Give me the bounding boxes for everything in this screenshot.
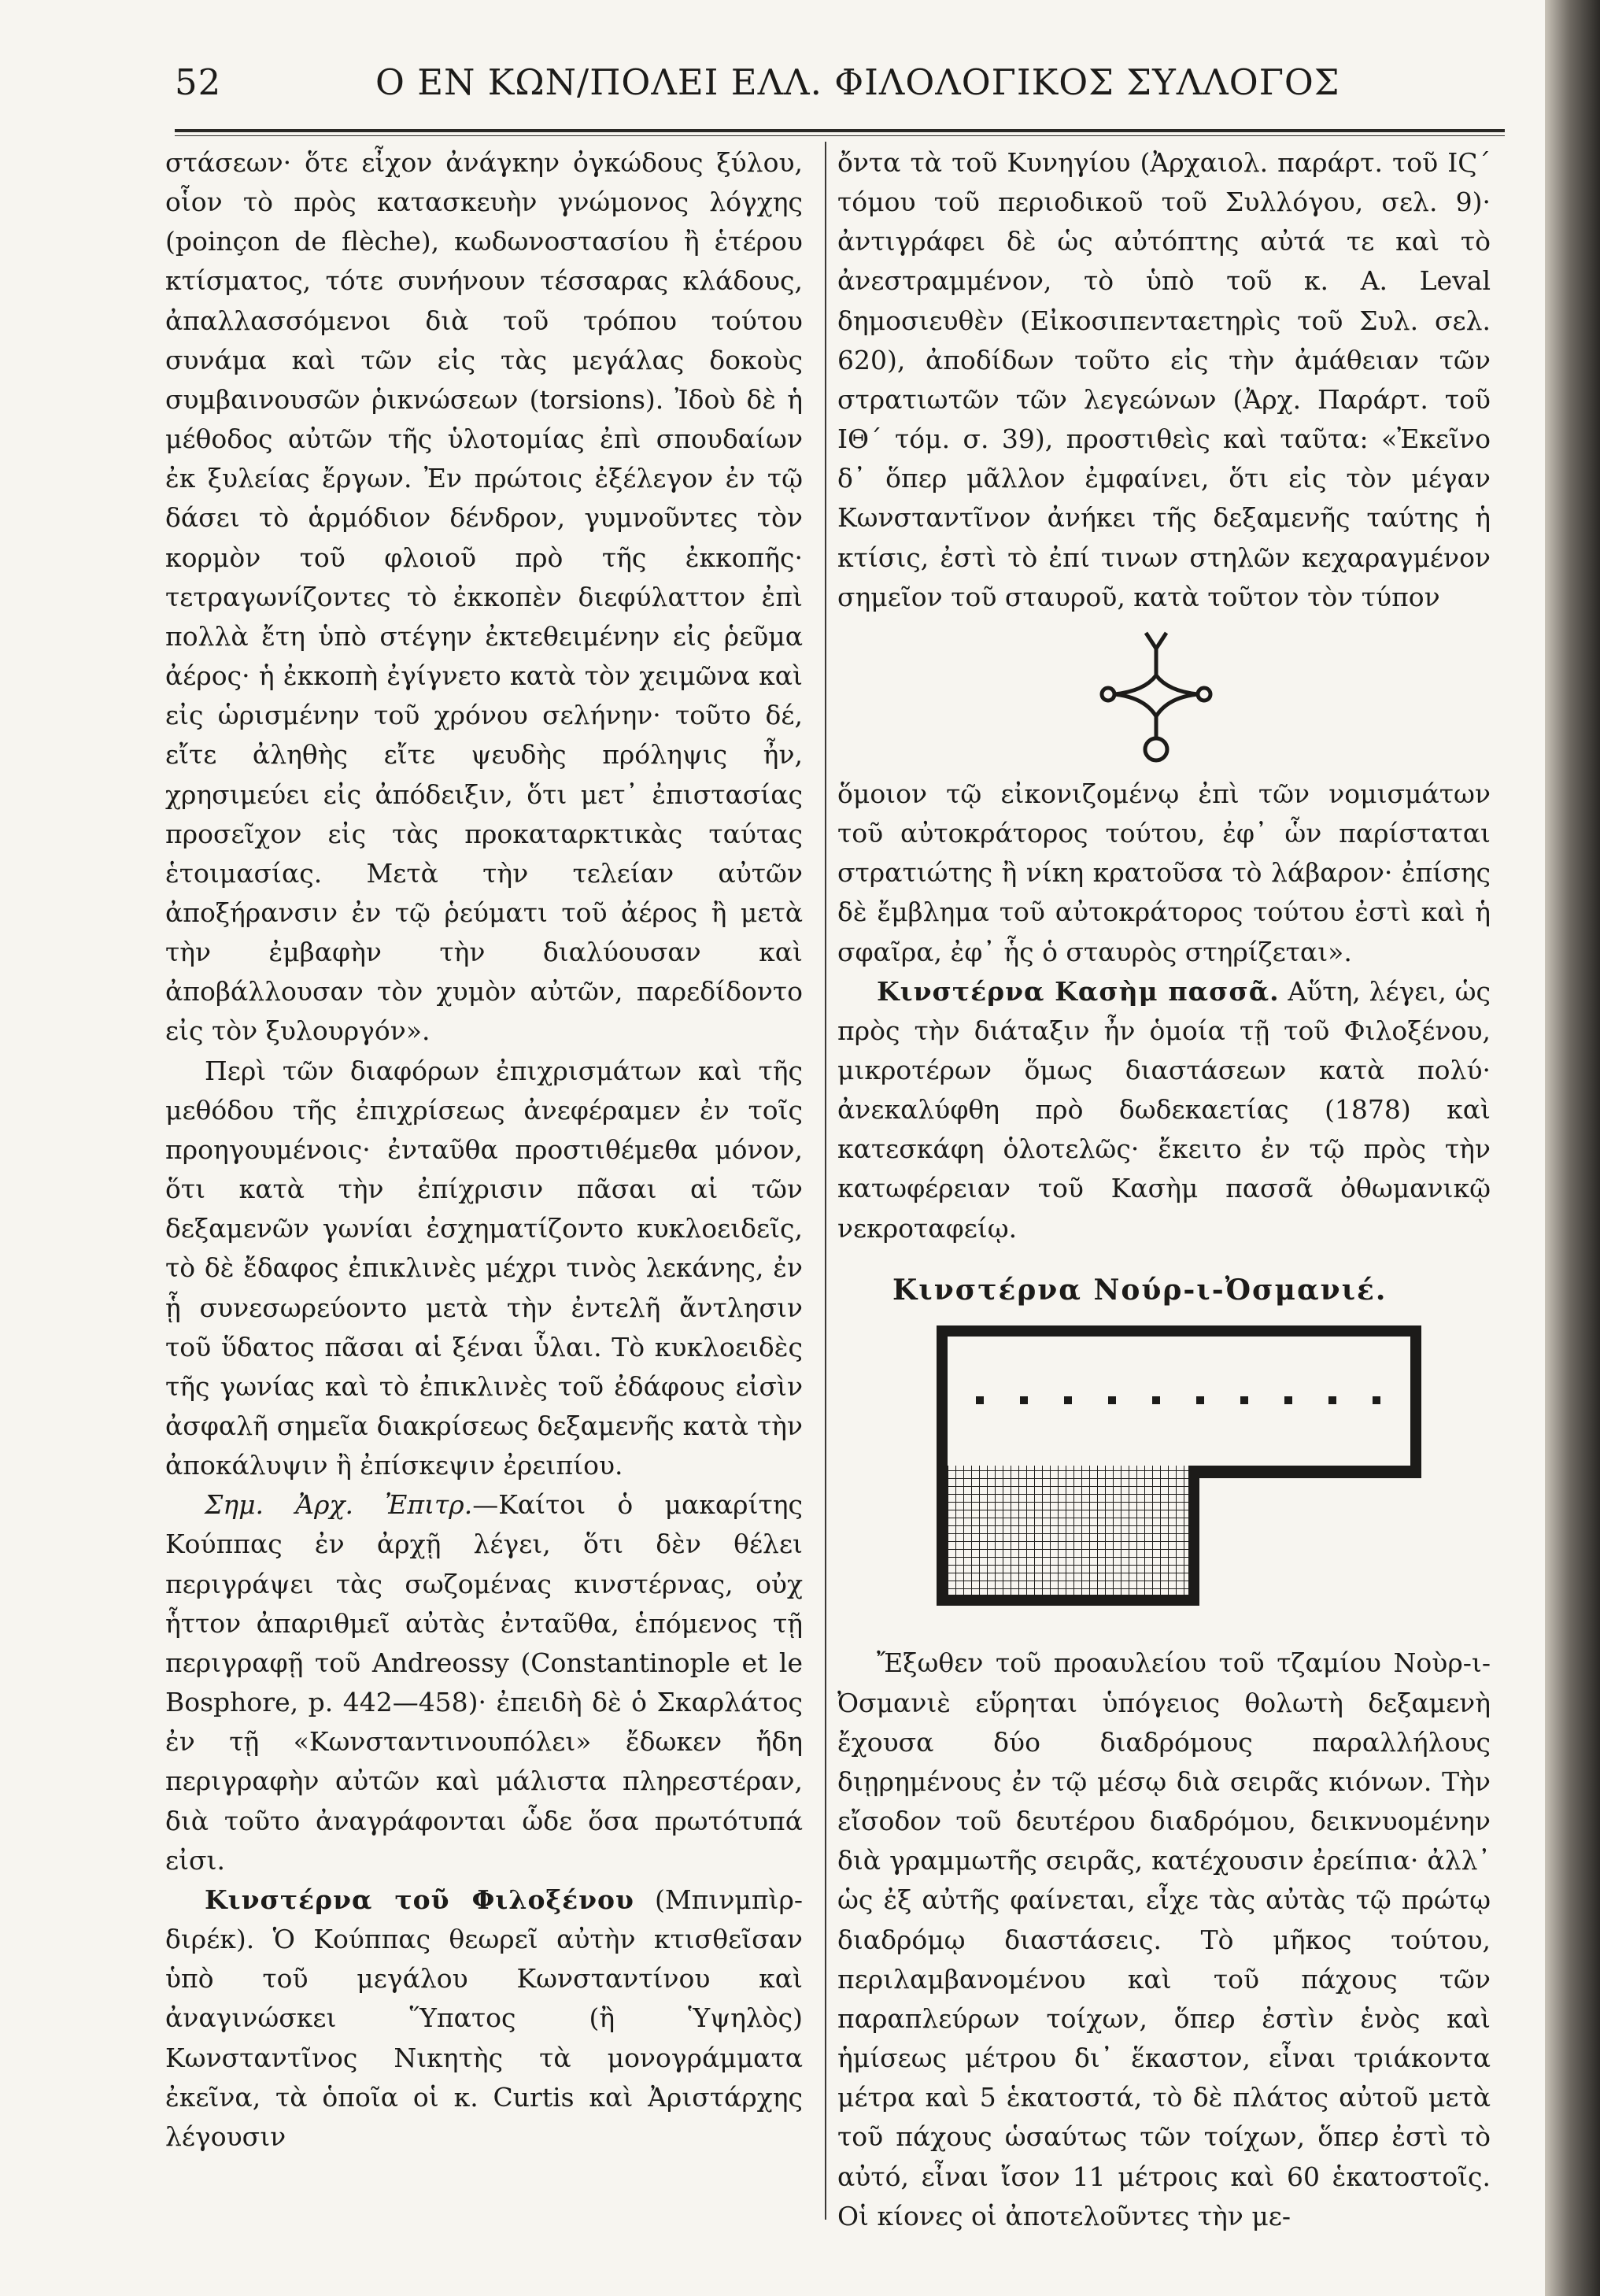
column-divider xyxy=(825,142,826,2220)
book-spine-shadow xyxy=(1545,0,1600,2296)
archaeological-committee-note xyxy=(165,1485,803,1880)
philoxenos-text: (Μπινμπὶρ-διρέκ). Ὁ Κούππας θεωρεῖ αὐτὴν κτισθεῖσαν ὑπὸ τοῦ μεγάλου Κωνσταντίνου καὶ ἀναγινώσκει Ὕπατος (ἢ Ὑψηλὸς) Κωνσταντῖνος Νικητὴς τὰ μονογράμματα ἐκεῖνα, τὰ ὁποῖα οἱ κ. Curtis καὶ Ἀριστάρχης λέγουσιν xyxy=(165,1884,803,2152)
header-rule-thin xyxy=(175,135,1505,136)
cross-symbol-icon xyxy=(1097,628,1215,770)
cistern-floor-plan xyxy=(932,1321,1428,1612)
kasim-pasha-paragraph xyxy=(837,972,1491,1248)
right-paragraph-1: ὄντα τὰ τοῦ Κυνηγίου (Ἀρχαιολ. παράρτ. τοῦ ΙϚ΄ τόμου τοῦ περιοδικοῦ τοῦ Συλλόγου, σελ. 9)· ἀντιγράφει δὲ ὡς αὐτόπτης αὐτά τε καὶ τὸ ἀνεστραμμένον, τὸ ὑπὸ τοῦ κ. A. Leval δημοσιευθὲν (Εἰκοσιπενταετηρὶς τοῦ Συλ. σελ. 620), ἀποδίδων τοῦτο εἰς τὴν ἀμάθειαν τῶν στρατιωτῶν τῶν λεγεώνων (Ἀρχ. Παράρτ. τοῦ ΙΘ΄ τόμ. σ. 39), προστιθεὶς καὶ ταῦτα: «Ἐκεῖνο δ᾽ ὅπερ μᾶλλον ἐμφαίνει, ὅτι εἰς τὸν μέγαν Κωνσταντῖνον ἀνήκει τῆς δεξαμενῆς ταύτης ἡ κτίσις, ἐστὶ τὸ ἐπί τινων στηλῶν κεχαραγμένον σημεῖον τοῦ σταυροῦ, κατὰ τοῦτον τὸν τύπον xyxy=(837,147,1491,612)
note-label: Σημ. Ἀρχ. Ἐπιτρ. xyxy=(205,1489,473,1521)
header-rule xyxy=(175,129,1505,132)
right-column xyxy=(837,143,1491,2236)
page-number: 52 xyxy=(175,61,222,103)
left-column xyxy=(165,143,803,2157)
nour-osmanie-heading: Κινστέρνα Νούρ-ι-Ὀσμανιέ. xyxy=(892,1273,1388,1307)
first-corridor xyxy=(948,1337,1410,1466)
note-text: —Καίτοι ὁ μακαρίτης Κούππας ἐν ἀρχῇ λέγει, ὅτι δὲν θέλει περιγράψει τὰς σωζομένας κινστέρνας, οὐχ ἧττον ἀπαριθμεῖ αὐτὰς ἐνταῦθα, ἑπόμενος τῇ περιγραφῇ τοῦ Andreossy (Constantinople et le Bosphore, p. 442—458)· ἐπειδὴ δὲ ὁ Σκαρλάτος ἐν τῇ «Κωνσταντινουπόλει» ἔδωκεν ἤδη περιγραφὴν αὐτῶν καὶ μάλιστα πληρεστέραν, διὰ τοῦτο ἀναγράφονται ὧδε ὅσα πρωτότυπά εἰσι. xyxy=(165,1489,803,1876)
page-header xyxy=(175,61,1505,116)
left-paragraph-2: Περὶ τῶν διαφόρων ἐπιχρισμάτων καὶ τῆς μεθόδου τῆς ἐπιχρίσεως ἀνεφέραμεν ἐν τοῖς προηγουμένοις· ἐνταῦθα προστιθέμεθα μόνον, ὅτι κατὰ τὴν ἐπίχρισιν πᾶσαι αἱ τῶν δεξαμενῶν γωνίαι ἐσχηματίζοντο κυκλοειδεῖς, τὸ δὲ ἔδαφος ἐπικλινὲς μέχρι τινὸς λεκάνης, ἐν ᾗ συνεσωρεύοντο μετὰ τὴν ἐντελῆ ἄντλησιν τοῦ ὕδατος πᾶσαι αἱ ξέναι ὗλαι. Τὸ κυκλοειδὲς τῆς γωνίας καὶ τὸ ἐπικλινὲς τοῦ ἐδάφους εἰσὶν ἀσφαλῆ σημεῖα διακρίσεως δεξαμενῆς κατὰ τὴν ἀποκάλυψιν ἢ ἐπίσκεψιν ἐρειπίου. xyxy=(165,1055,803,1481)
kasim-pasha-heading: Κινστέρνα Κασὴμ πασσᾶ. xyxy=(877,975,1280,1007)
philoxenos-heading: Κινστέρνα τοῦ Φιλοξένου xyxy=(205,1884,634,1915)
second-corridor-ruins xyxy=(948,1466,1188,1595)
right-paragraph-2: ὅμοιον τῷ εἰκονιζομένῳ ἐπὶ τῶν νομισμάτων τοῦ αὐτοκράτορος τούτου, ἐφ᾽ ὧν παρίσταται στρατιώτης ἢ νίκη κρατοῦσα τὸ λάβαρον· ἐπίσης δὲ ἔμβλημα τοῦ αὐτοκράτορος τούτου ἐστὶ καὶ ἡ σφαῖρα, ἐφ᾽ ἧς ὁ σταυρὸς στηρίζεται». xyxy=(837,778,1491,967)
philoxenos-paragraph xyxy=(165,1880,803,2157)
kasim-pasha-text: Αὕτη, λέγει, ὡς πρὸς τὴν διάταξιν ἦν ὁμοία τῇ τοῦ Φιλοξένου, μικροτέρων ὅμως διαστάσεων κατὰ πολύ· ἀνεκαλύφθη πρὸ δωδεκαετίας (1878) καὶ κατεσκάφη ὁλοτελῶς· ἔκειτο ἐν τῷ πρὸς τὴν κατωφέρειαν τοῦ Κασὴμ πασσᾶ ὀθωμανικῷ νεκροταφείῳ. xyxy=(837,975,1491,1244)
running-title: Ο ΕΝ ΚΩΝ/ΠΟΛΕΙ ΕΛΛ. ΦΙΛΟΛΟΓΙΚΟΣ ΣΥΛΛΟΓΟΣ xyxy=(375,61,1340,103)
right-paragraph-3: Ἔξωθεν τοῦ προαυλείου τοῦ τζαμίου Νοὺρ-ι-Ὀσμανιὲ εὕρηται ὑπόγειος θολωτὴ δεξαμενὴ ἔχουσα δύο διαδρόμους παραλλήλους διῃρημένους ἐν τῷ μέσῳ διὰ σειρᾶς κιόνων. Τὴν εἴσοδον τοῦ δευτέρου διαδρόμου, δεικνυομένην διὰ γραμμωτῆς σειρᾶς, κατέχουσιν ἐρείπια· ἀλλ᾽ ὡς ἐξ αὐτῆς φαίνεται, εἶχε τὰς αὐτὰς τῷ πρώτῳ διαδρόμῳ διαστάσεις. Τὸ μῆκος τούτου, περιλαμβανομένου καὶ τοῦ πάχους τῶν παραπλεύρων τοίχων, ὅπερ ἐστὶν ἑνὸς καὶ ἡμίσεως μέτρου δι᾽ ἕκαστον, εἶναι τριάκοντα μέτρα καὶ 5 ἑκατοστά, τὸ δὲ πλάτος αὐτοῦ μετὰ τοῦ πάχους ὡσαύτως τῶν τοίχων, ὅπερ ἐστὶ τὸ αὐτό, εἶναι ἴσον 11 μέτροις καὶ 60 ἑκατοστοῖς. Οἱ κίονες οἱ ἀποτελοῦντες τὴν με- xyxy=(837,1647,1491,2231)
left-paragraph-1: στάσεων· ὅτε εἶχον ἀνάγκην ὀγκώδους ξύλου, οἷον τὸ πρὸς κατασκευὴν γνώμονος λόγχης (poinçon de flèche), κωδωνοστασίου ἢ ἑτέρου κτίσματος, τότε συνήνουν τέσσαρας κλάδους, ἀπαλλασσόμενοι διὰ τοῦ τρόπου τούτου συνάμα καὶ τῶν εἰς τὰς μεγάλας δοκοὺς συμβαινουσῶν ῥικνώσεων (torsions). Ἰδοὺ δὲ ἡ μέθοδος αὐτῶν τῆς ὑλοτομίας ἐπὶ σπουδαίων ἐκ ξυλείας ἔργων. Ἐν πρώτοις ἐξέλεγον ἐν τῷ δάσει τὸ ἁρμόδιον δένδρον, γυμνοῦντες τὸν κορμὸν τοῦ φλοιοῦ πρὸ τῆς ἐκκοπῆς· τετραγωνίζοντες τὸ ἐκκοπὲν διεφύλαττον ἐπὶ πολλὰ ἔτη ὑπὸ στέγην ἐκτεθειμένην εἰς ῥεῦμα ἀέρος· ἡ ἐκκοπὴ ἐγίγνετο κατὰ τὸν χειμῶνα καὶ εἰς ὡρισμένην τοῦ χρόνου σελήνην· τοῦτο δέ, εἴτε ἀληθὴς εἴτε ψευδὴς πρόληψις ἦν, χρησιμεύει εἰς ἀπόδειξιν, ὅτι μετ᾽ ἐπιστασίας προσεῖχον εἰς τὰς προκαταρκτικὰς ταύτας ἑτοιμασίας. Μετὰ τὴν τελείαν αὐτῶν ἀποξήρανσιν ἐν τῷ ῥεύματι τοῦ ἀέρος ἢ μετὰ τὴν ἐμβαφὴν τὴν διαλύουσαν καὶ ἀποβάλλουσαν τὸν χυμὸν αὐτῶν, παρεδίδοντο εἰς τὸν ξυλουργόν». xyxy=(165,147,803,1047)
